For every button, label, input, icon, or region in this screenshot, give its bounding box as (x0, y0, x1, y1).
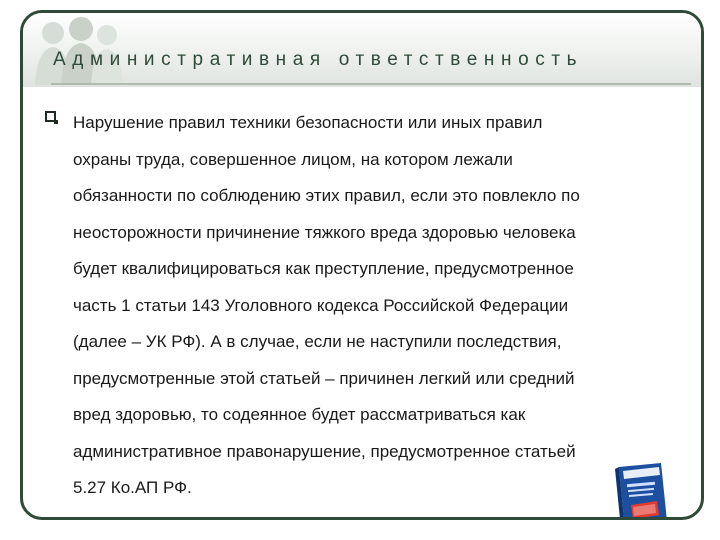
body-line: Нарушение правил техники безопасности или иных правил (73, 113, 543, 132)
header-band (23, 13, 701, 87)
body-line: предусмотренные этой статьей – причинен легкий или средний (73, 368, 575, 388)
body-line: будет квалифицироваться как преступление, предусмотренное (73, 259, 574, 278)
slide-title: Административная ответственность (53, 49, 584, 70)
body-line: административное правонарушение, предусмотренное статьей (73, 441, 576, 461)
body-line: неосторожности причинение тяжкого вреда здоровью человека (73, 222, 576, 242)
body-line: 5.27 Ко.АП РФ. (73, 478, 192, 497)
body-line: (далее – УК РФ). А в случае, если не наступили последствия, (73, 332, 562, 351)
square-bullet-icon (45, 111, 56, 122)
content-block (45, 105, 685, 507)
title-underline (51, 83, 691, 85)
body-paragraph (45, 105, 685, 507)
body-line: часть 1 статьи 143 Уголовного кодекса Российской Федерации (73, 295, 569, 315)
slide-frame (20, 10, 704, 520)
body-line: обязанности по соблюдению этих правил, если это повлекло по (73, 186, 580, 205)
legal-code-book-icon (611, 461, 671, 520)
body-line: вред здоровью, то содеянное будет рассматриваться как (73, 405, 526, 424)
body-line: охраны труда, совершенное лицом, на котором лежали (73, 149, 513, 169)
